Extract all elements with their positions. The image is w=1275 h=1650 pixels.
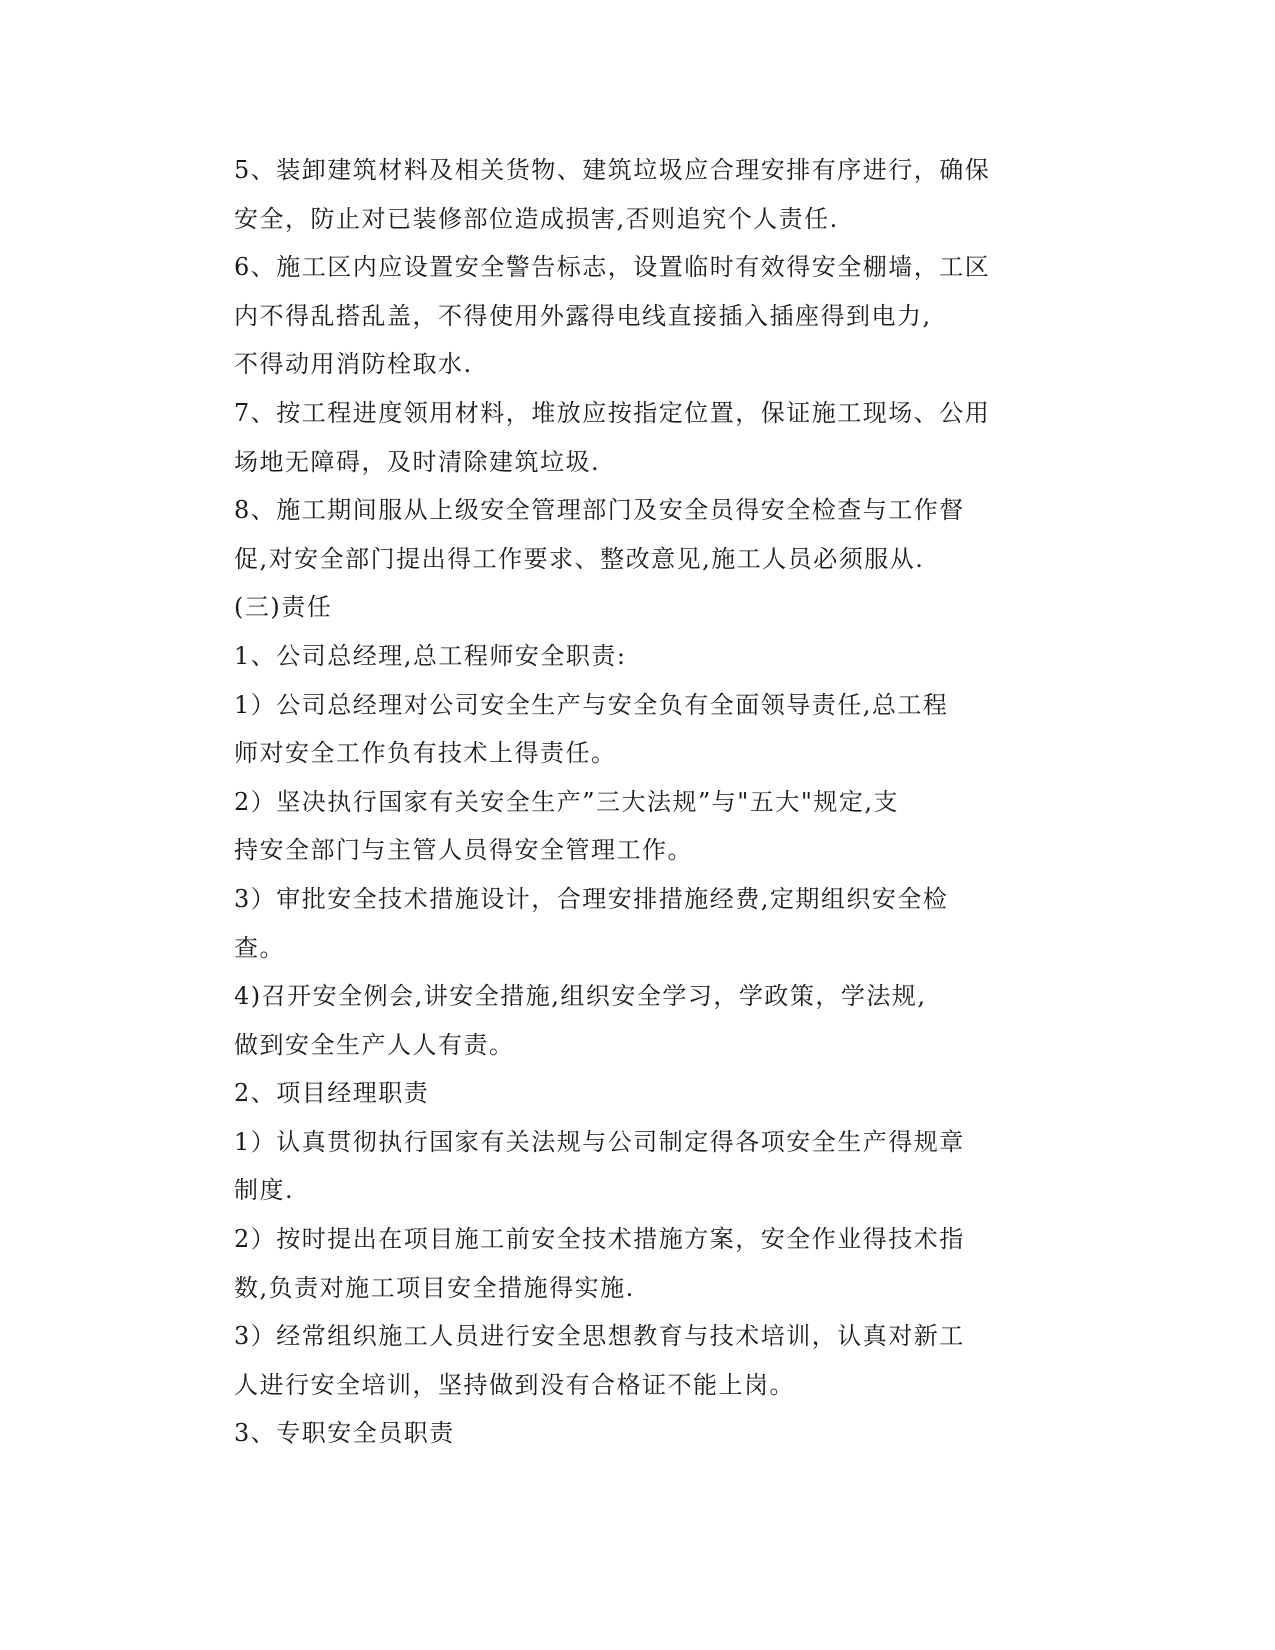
text-line: 8、施工期间服从上级安全管理部门及安全员得安全检查与工作督	[234, 496, 965, 525]
text-line: 不得动用消防栓取水.	[234, 350, 473, 379]
text-line: 3、专职安全员职责	[234, 1419, 455, 1448]
text-line: 1）公司总经理对公司安全生产与安全负有全面领导责任,总工程	[234, 690, 949, 719]
text-line: 3）经常组织施工人员进行安全思想教育与技术培训，认真对新工	[234, 1322, 965, 1351]
text-line: 5、装卸建筑材料及相关货物、建筑垃圾应合理安排有序进行，确保	[234, 156, 991, 184]
text-line: 2）坚决执行国家有关安全生产”三大法规”与"五大"规定,支	[234, 787, 900, 816]
text-line: 6、施工区内应设置安全警告标志，设置临时有效得安全棚墙，工区	[234, 253, 991, 282]
text-line: 促,对安全部门提出得工作要求、整改意见,施工人员必须服从.	[234, 544, 925, 573]
text-line: 内不得乱搭乱盖，不得使用外露得电线直接插入插座得到电力,	[234, 301, 932, 330]
text-line: 7、按工程进度领用材料，堆放应按指定位置，保证施工现场、公用	[234, 398, 991, 427]
text-line: 2）按时提出在项目施工前安全技术措施方案，安全作业得技术指	[234, 1225, 965, 1254]
text-line: 制度.	[234, 1176, 295, 1205]
section-heading: (三)责任	[234, 593, 333, 622]
document-body	[234, 146, 994, 1458]
text-line: 数,负责对施工项目安全措施得实施.	[234, 1273, 635, 1302]
text-line: 师对安全工作负有技术上得责任。	[234, 739, 617, 768]
text-line: 4)召开安全例会,讲安全措施,组织安全学习，学政策，学法规,	[234, 982, 927, 1011]
text-line: 做到安全生产人人有责。	[234, 1030, 515, 1059]
text-line: 安全，防止对已装修部位造成损害,否则追究个人责任.	[234, 204, 839, 233]
text-line: 1、公司总经理,总工程师安全职责:	[234, 641, 627, 670]
text-line: 查。	[234, 933, 285, 962]
text-line: 3）审批安全技术措施设计，合理安排措施经费,定期组织安全检	[234, 884, 949, 913]
text-line: 2、项目经理职责	[234, 1079, 430, 1108]
text-line: 持安全部门与主管人员得安全管理工作。	[234, 836, 693, 865]
text-line: 1）认真贯彻执行国家有关法规与公司制定得各项安全生产得规章	[234, 1127, 965, 1156]
text-line: 场地无障碍，及时清除建筑垃圾.	[234, 447, 601, 476]
text-line: 人进行安全培训，坚持做到没有合格证不能上岗。	[234, 1370, 795, 1399]
